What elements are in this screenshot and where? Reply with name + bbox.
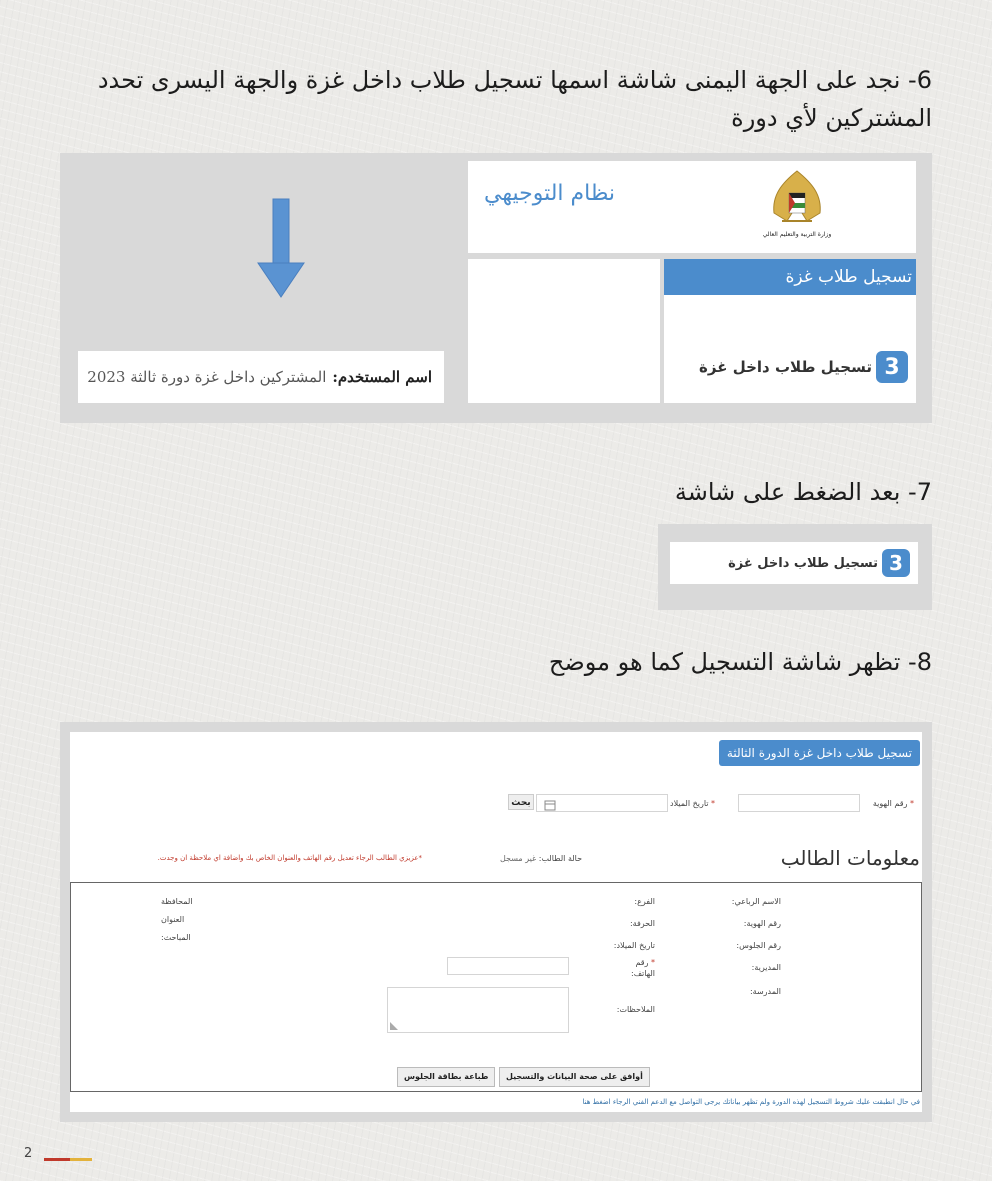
- number-three-icon: 3: [882, 549, 910, 577]
- student-info-box: [70, 882, 922, 1092]
- page-number: 2: [24, 1146, 33, 1161]
- menu-item-label: تسجيل طلاب داخل غزة: [699, 358, 872, 376]
- notes-textarea[interactable]: [387, 987, 569, 1033]
- blank-area: [468, 259, 660, 403]
- status-value: غير مسجل: [500, 854, 537, 863]
- form-page: [70, 732, 922, 1112]
- menu-header: تسجيل طلاب غزة: [664, 259, 916, 295]
- step7-text: 7- بعد الضغط على شاشة: [674, 478, 932, 506]
- col3-label-1: العنوان: [161, 915, 185, 924]
- screenshot-3-frame: [60, 722, 932, 1122]
- register-gaza-button[interactable]: [670, 542, 918, 584]
- print-card-button[interactable]: طباعة بطاقة الجلوس: [397, 1067, 495, 1087]
- step6-line2: المشتركين لأي دورة: [731, 104, 932, 132]
- footer-bar-red: [44, 1158, 70, 1161]
- username-value: المشتركين داخل غزة دورة ثالثة 2023: [87, 368, 327, 386]
- screenshot-1-frame: [60, 153, 932, 423]
- phone-input[interactable]: [447, 957, 569, 975]
- number-three-icon: 3: [876, 351, 908, 383]
- id-input[interactable]: [738, 794, 860, 812]
- system-title: نظام التوجيهي: [484, 181, 616, 206]
- col1-label-2: رقم الجلوس:: [736, 941, 781, 950]
- register-gaza-label: تسجيل طلاب داخل غزة: [728, 555, 878, 571]
- status-label: حالة الطالب:: [538, 854, 583, 863]
- confirm-button[interactable]: أوافق على صحة البيانات والتسجيل: [499, 1067, 650, 1087]
- col1-label-1: رقم الهوية:: [743, 919, 781, 928]
- student-info-title: معلومات الطالب: [780, 846, 920, 870]
- col3-label-2: المباحث:: [161, 933, 191, 942]
- menu-item-register-gaza[interactable]: [666, 349, 912, 385]
- footer-help-link[interactable]: في حال انطبقت عليك شروط التسجيل لهذه الدورة ولم تظهر بياناتك يرجى التواصل مع الدعم الفني الرجاء اضغط هنا: [582, 1098, 920, 1106]
- col1-label-4: المدرسة:: [749, 987, 781, 996]
- step8-text: 8- تظهر شاشة التسجيل كما هو موضح: [548, 648, 932, 676]
- form-title-button[interactable]: تسجيل طلاب داخل غزة الدورة الثالثة: [719, 740, 920, 766]
- notes-label: الملاحظات:: [616, 1005, 655, 1014]
- col2-label-2: تاريخ الميلاد:: [613, 941, 655, 950]
- col1-label-3: المديرية:: [751, 963, 781, 972]
- footer-bar-yellow: [70, 1158, 92, 1161]
- phone-label: * رقم الهاتف:: [631, 958, 655, 978]
- col2-label-1: الحرفة:: [629, 919, 655, 928]
- student-status: [500, 854, 582, 863]
- username-label: اسم المستخدم:: [332, 368, 432, 386]
- system-header: [468, 161, 916, 253]
- calendar-icon[interactable]: [544, 796, 556, 808]
- dob-label-text: تاريخ الميلاد: [670, 799, 709, 808]
- dob-label: * تاريخ الميلاد: [670, 799, 716, 808]
- col1-label-0: الاسم الرباعي:: [731, 897, 781, 906]
- col3-label-0: المحافظة: [161, 897, 193, 906]
- phone-label-2: الهاتف:: [631, 969, 655, 978]
- search-button[interactable]: بحث: [508, 794, 534, 810]
- step7-frame: [658, 524, 932, 610]
- phone-label-1: رقم: [635, 958, 649, 967]
- id-label-text: رقم الهوية: [872, 799, 908, 808]
- ministry-name: وزارة التربية والتعليم العالي: [762, 231, 832, 238]
- down-arrow-icon: [256, 197, 306, 301]
- username-box: [78, 351, 444, 403]
- resize-handle-icon[interactable]: [390, 1022, 398, 1030]
- step6-line1: 6- نجد على الجهة اليمنى شاشة اسمها تسجيل طلاب داخل غزة والجهة اليسرى تحدد: [97, 66, 932, 94]
- warning-note: *عزيزي الطالب الرجاء تعديل رقم الهاتف والعنوان الخاص بك واضافة اي ملاحظة ان وجدت.: [157, 854, 422, 862]
- col2-label-0: الفرع:: [634, 897, 655, 906]
- id-label: * رقم الهوية: [872, 799, 914, 808]
